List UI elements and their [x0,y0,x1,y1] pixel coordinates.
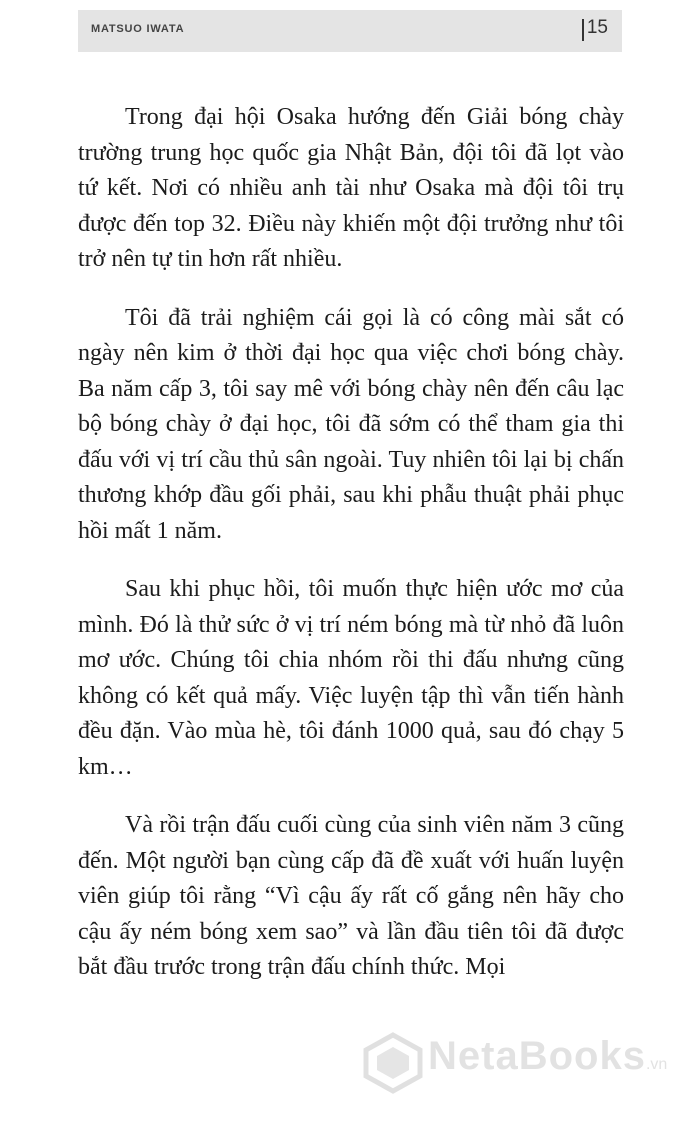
page-body [78,100,624,1009]
paragraph-4: Và rồi trận đấu cuối cùng của sinh viên năm 3 cũng đến. Một người bạn cùng cấp đã đề xuất với huấn luyện viên giúp tôi rằng “Vì cậu ấy rất cố gắng nên hãy cho cậu ấy ném bóng xem sao” và lần đầu tiên tôi đã được bắt đầu trước trong trận đấu chính thức. Mọi [78,812,624,980]
header-author: MATSUO IWATA [91,23,185,35]
watermark [362,1026,697,1122]
paragraph-2: Tôi đã trải nghiệm cái gọi là có công mài sắt có ngày nên kim ở thời đại học qua việc chơi bóng chày. Ba năm cấp 3, tôi say mê với bóng chày nên đến câu lạc bộ bóng chày ở đại học, tôi đã sớm có thể tham gia thi đấu với vị trí cầu thủ sân ngoài. Tuy nhiên tôi lại bị chấn thương khớp đầu gối phải, sau khi phẫu thuật phải phục hồi mất 1 năm. [78,304,624,544]
watermark-suffix: .vn [645,1056,668,1073]
page-number: 15 [586,17,608,38]
paragraph-3: Sau khi phục hồi, tôi muốn thực hiện ước mơ của mình. Đó là thử sức ở vị trí ném bóng mà từ nhỏ đã luôn mơ ước. Chúng tôi chia nhóm rồi thi đấu nhưng cũng không có kết quả mấy. Việc luyện tập thì vẫn tiến hành đều đặn. Vào mùa hè, tôi đánh 1000 quả, sau đó chạy 5 km… [78,576,624,780]
watermark-text [428,1034,667,1079]
header-separator [582,19,584,41]
running-header [78,10,622,52]
paragraph-1: Trong đại hội Osaka hướng đến Giải bóng chày trường trung học quốc gia Nhật Bản, đội tôi đã lọt vào tứ kết. Nơi có nhiều anh tài như Osaka mà đội tôi trụ được đến top 32. Điều này khiến một đội trưởng như tôi trở nên tự tin hơn rất nhiều. [78,104,624,272]
book-logo-icon [362,1032,424,1094]
watermark-brand: NetaBooks [428,1034,646,1078]
